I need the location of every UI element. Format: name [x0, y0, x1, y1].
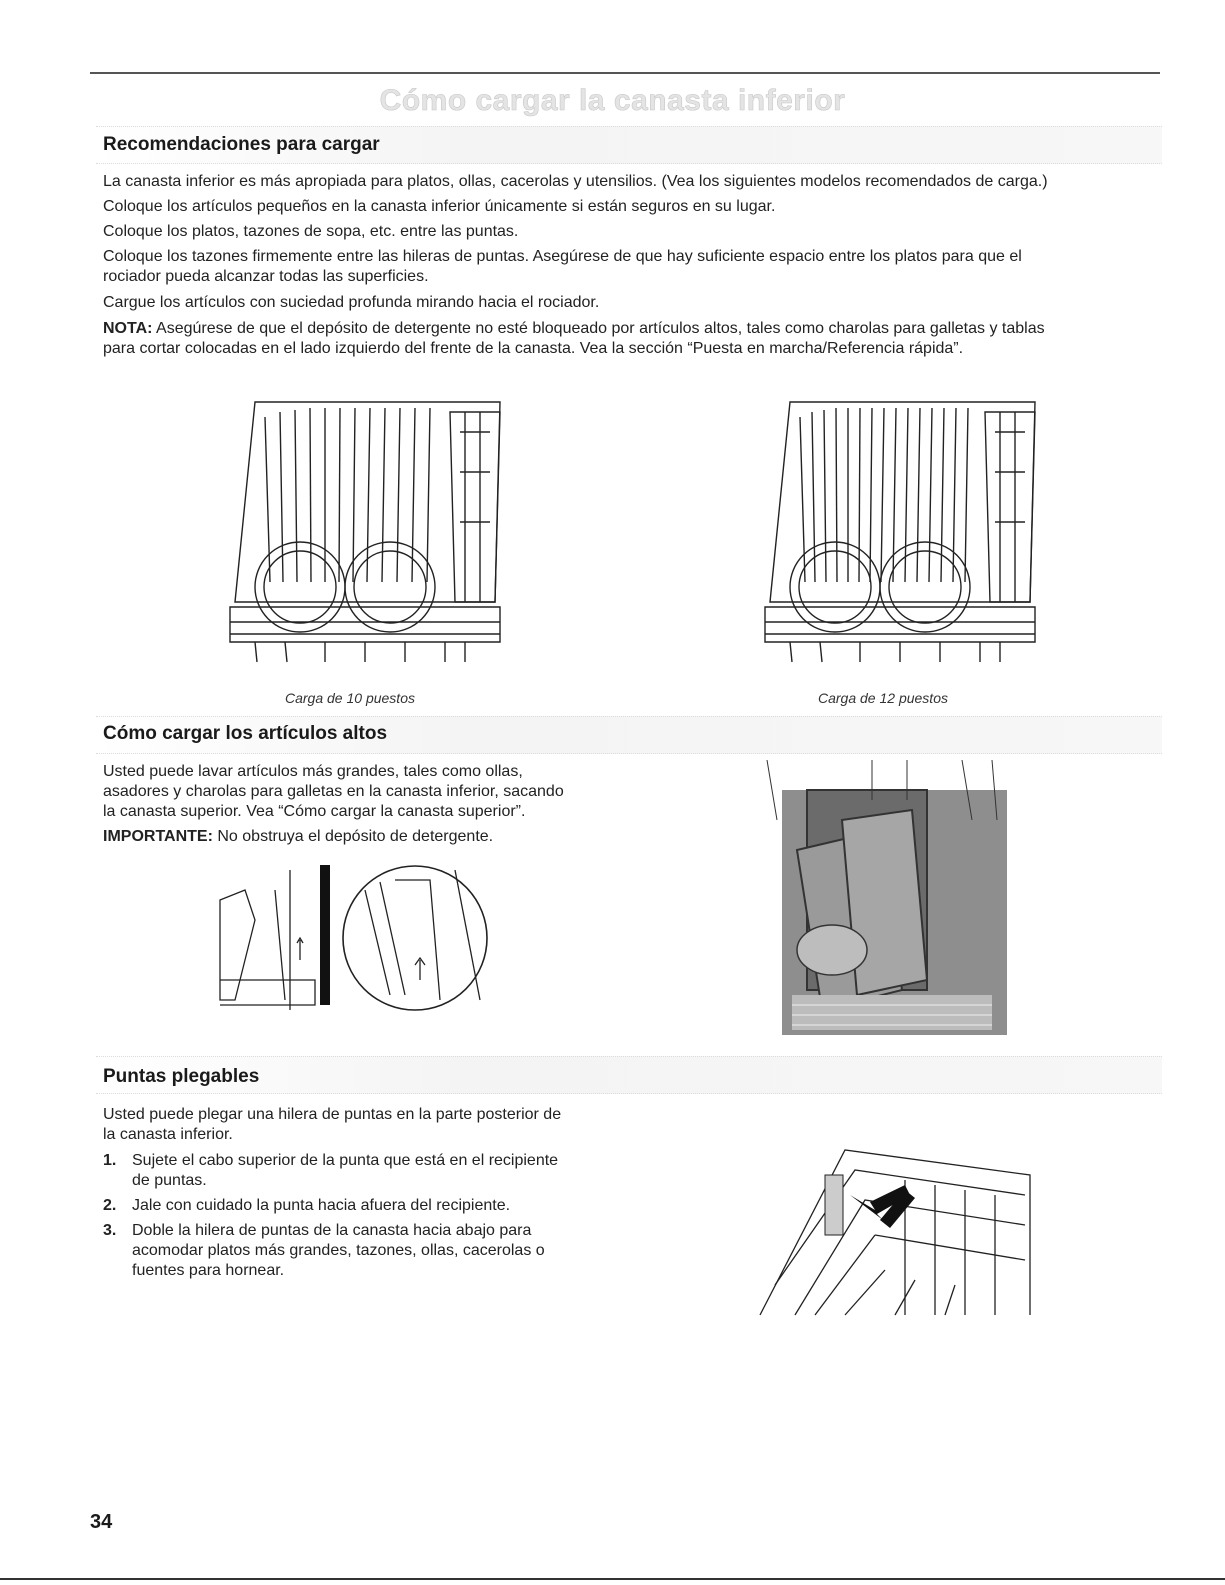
top-rule	[90, 72, 1160, 74]
detergent-dispenser-illustration	[215, 860, 490, 1015]
step-2	[103, 1196, 623, 1216]
note-paragraph	[103, 319, 1163, 339]
step-3	[103, 1221, 623, 1279]
section-heading-folding-tines: Puntas plegables	[103, 1066, 260, 1087]
rack-10-place-illustration	[225, 372, 510, 672]
paragraph: Usted puede plegar una hilera de puntas en la parte posterior de	[103, 1106, 562, 1123]
important-text: No obstruya el depósito de detergente.	[212, 828, 494, 845]
paragraph: la canasta inferior.	[103, 1126, 233, 1143]
paragraph: Cargue los artículos con suciedad profunda mirando hacia el rociador.	[103, 294, 600, 311]
paragraph: Coloque los tazones firmemente entre las hileras de puntas. Asegúrese de que hay suficiente espacio entre los platos para que el	[103, 248, 1022, 265]
step-text: Jale con cuidado la punta hacia afuera del recipiente.	[132, 1197, 511, 1214]
step-number: 2.	[103, 1197, 117, 1214]
paragraph: rociador pueda alcanzar todas las superficies.	[103, 268, 429, 285]
section-heading-tall-items: Cómo cargar los artículos altos	[103, 723, 388, 744]
paragraph: asadores y charolas para galletas en la canasta inferior, sacando	[103, 783, 564, 800]
step-1	[103, 1151, 623, 1189]
caption-10-place: Carga de 10 puestos	[285, 690, 415, 706]
page-title: Cómo cargar la canasta inferior	[379, 84, 846, 117]
folding-tines-illustration	[755, 1140, 1045, 1325]
important-label: IMPORTANTE:	[103, 828, 213, 845]
paragraph: Usted puede lavar artículos más grandes, tales como ollas,	[103, 763, 523, 780]
bottom-rule	[0, 1578, 1225, 1580]
important-paragraph	[103, 827, 643, 847]
caption-12-place: Carga de 12 puestos	[818, 690, 948, 706]
rack-12-place-illustration	[760, 372, 1045, 672]
step-text: fuentes para hornear.	[132, 1262, 285, 1279]
tall-items-rack-illustration	[762, 760, 1020, 1040]
paragraph: Coloque los platos, tazones de sopa, etc. entre las puntas.	[103, 223, 519, 240]
step-number: 1.	[103, 1152, 117, 1169]
paragraph: La canasta inferior es más apropiada para platos, ollas, cacerolas y utensilios. (Vea los siguientes modelos recomendados de carga.)	[103, 173, 1048, 190]
note-paragraph-cont: para cortar colocadas en el lado izquierdo del frente de la canasta. Vea la sección “Puesta en marcha/Referencia rápida”.	[103, 340, 964, 357]
step-text: Sujete el cabo superior de la punta que está en el recipiente	[132, 1152, 559, 1169]
step-text: de puntas.	[132, 1172, 207, 1189]
step-text: Doble la hilera de puntas de la canasta hacia abajo para	[132, 1222, 532, 1239]
paragraph: la canasta superior. Vea “Cómo cargar la canasta superior”.	[103, 803, 526, 820]
note-text: Asegúrese de que el depósito de detergente no esté bloqueado por artículos altos, tales como charolas para galletas y tablas	[152, 320, 1045, 337]
note-label: NOTA:	[103, 320, 153, 337]
step-number: 3.	[103, 1222, 117, 1239]
page-number: 34	[90, 1511, 113, 1533]
section-heading-loading: Recomendaciones para cargar	[103, 134, 380, 155]
step-text: acomodar platos más grandes, tazones, ollas, cacerolas o	[132, 1242, 545, 1259]
paragraph: Coloque los artículos pequeños en la canasta inferior únicamente si están seguros en su lugar.	[103, 198, 776, 215]
